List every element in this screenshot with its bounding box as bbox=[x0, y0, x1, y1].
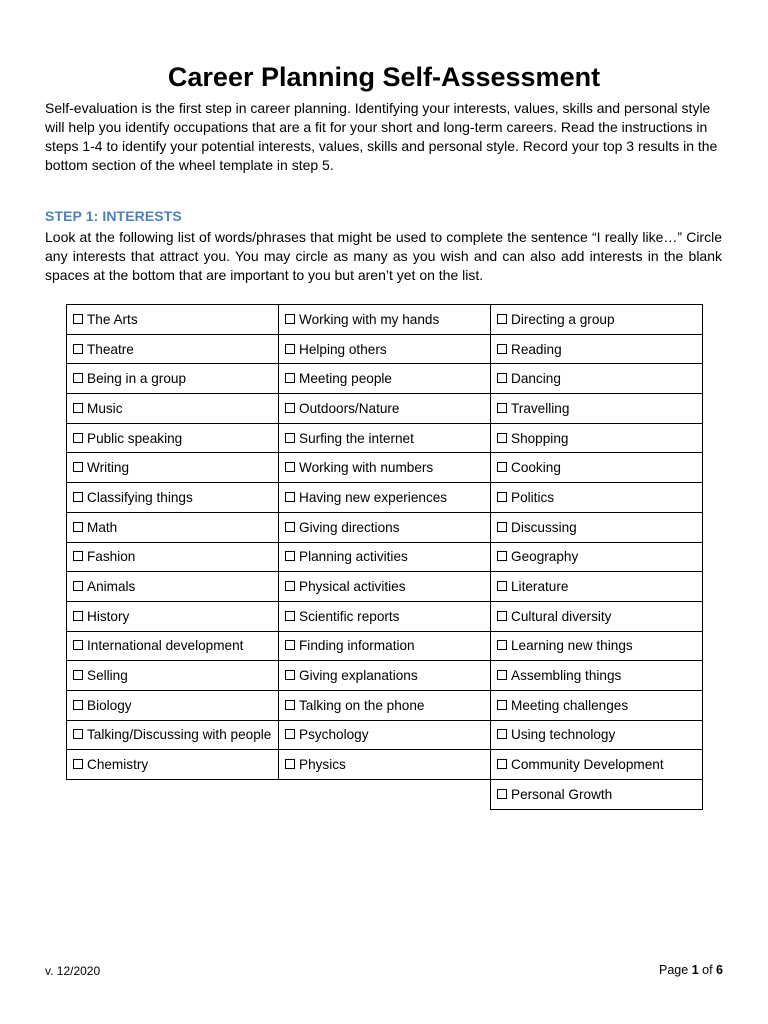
interest-label: Public speaking bbox=[87, 430, 183, 446]
interest-item[interactable] bbox=[491, 394, 703, 424]
interest-label: Dancing bbox=[511, 371, 561, 387]
checkbox-icon[interactable] bbox=[285, 314, 295, 324]
page-label: Page bbox=[659, 963, 689, 977]
interest-item[interactable] bbox=[67, 483, 279, 513]
interest-label: Cultural diversity bbox=[511, 608, 612, 624]
interests-table bbox=[66, 304, 703, 810]
interest-label: International development bbox=[87, 638, 244, 654]
interest-item[interactable] bbox=[67, 542, 279, 572]
interest-label: Talking/Discussing with people bbox=[87, 727, 272, 743]
interest-item[interactable] bbox=[279, 661, 491, 691]
checkbox-icon[interactable] bbox=[285, 492, 295, 502]
interest-label: Directing a group bbox=[511, 311, 615, 327]
interest-label: Meeting people bbox=[299, 371, 392, 387]
checkbox-icon[interactable] bbox=[497, 700, 507, 710]
step-1-heading: STEP 1: INTERESTS bbox=[45, 208, 182, 224]
checkbox-icon[interactable] bbox=[73, 344, 83, 354]
checkbox-icon[interactable] bbox=[285, 551, 295, 561]
interest-item[interactable] bbox=[67, 423, 279, 453]
interest-label: Having new experiences bbox=[299, 489, 448, 505]
interest-label: Selling bbox=[87, 668, 128, 684]
interest-item[interactable] bbox=[491, 512, 703, 542]
interest-item[interactable] bbox=[491, 661, 703, 691]
interest-item[interactable] bbox=[491, 572, 703, 602]
interest-label: Physical activities bbox=[299, 579, 406, 595]
checkbox-icon[interactable] bbox=[73, 373, 83, 383]
interest-item[interactable] bbox=[67, 631, 279, 661]
checkbox-icon[interactable] bbox=[497, 344, 507, 354]
table-row bbox=[67, 334, 703, 364]
table-row bbox=[67, 364, 703, 394]
interest-item[interactable] bbox=[491, 601, 703, 631]
interest-label: Scientific reports bbox=[299, 608, 400, 624]
interest-item[interactable] bbox=[279, 423, 491, 453]
checkbox-icon[interactable] bbox=[73, 670, 83, 680]
interest-label: Physics bbox=[299, 757, 346, 773]
interest-item[interactable] bbox=[279, 512, 491, 542]
table-row bbox=[67, 572, 703, 602]
interest-item[interactable] bbox=[279, 750, 491, 780]
page-total: 6 bbox=[716, 963, 723, 977]
checkbox-icon[interactable] bbox=[285, 670, 295, 680]
interest-item[interactable] bbox=[67, 750, 279, 780]
empty-cell bbox=[279, 780, 491, 810]
step-1-instructions: Look at the following list of words/phrases that might be used to complete the sentence “I really like…” Circle any interests that attract you. You may circle as many as you wish and can also add interests in the blank spaces at the bottom that are important to you but aren’t yet on the list. bbox=[45, 229, 722, 283]
interest-item[interactable] bbox=[67, 601, 279, 631]
intro-paragraph: Self-evaluation is the first step in career planning. Identifying your interests, values, skills and personal style will help you identify occupations that are a fit for your short and long-term careers. Read the instructions in steps 1-4 to identify your potential interests, values, skills and personal style. Record your top 3 results in the bottom section of the wheel template in step 5. bbox=[45, 100, 718, 173]
interest-label: Biology bbox=[87, 697, 132, 713]
checkbox-icon[interactable] bbox=[73, 759, 83, 769]
interest-item[interactable] bbox=[67, 334, 279, 364]
interest-item[interactable] bbox=[67, 305, 279, 335]
table-row bbox=[67, 453, 703, 483]
interest-item[interactable] bbox=[491, 690, 703, 720]
interest-label: Classifying things bbox=[87, 489, 193, 505]
page-title: Career Planning Self-Assessment bbox=[167, 62, 601, 92]
interest-item[interactable] bbox=[491, 423, 703, 453]
checkbox-icon[interactable] bbox=[73, 433, 83, 443]
interest-item[interactable] bbox=[491, 750, 703, 780]
checkbox-icon[interactable] bbox=[73, 492, 83, 502]
interest-label: Using technology bbox=[511, 727, 616, 743]
interest-label: Music bbox=[87, 400, 123, 416]
page-of: of bbox=[702, 963, 713, 977]
checkbox-icon[interactable] bbox=[73, 611, 83, 621]
checkbox-icon[interactable] bbox=[497, 759, 507, 769]
checkbox-icon[interactable] bbox=[73, 522, 83, 532]
checkbox-icon[interactable] bbox=[497, 551, 507, 561]
interest-item[interactable] bbox=[279, 334, 491, 364]
checkbox-icon[interactable] bbox=[285, 522, 295, 532]
interest-label: Outdoors/Nature bbox=[299, 400, 400, 416]
table-row bbox=[67, 690, 703, 720]
interest-label: Planning activities bbox=[299, 549, 408, 565]
interest-item[interactable] bbox=[491, 542, 703, 572]
checkbox-icon[interactable] bbox=[73, 551, 83, 561]
interest-item[interactable] bbox=[67, 572, 279, 602]
checkbox-icon[interactable] bbox=[285, 373, 295, 383]
interest-item[interactable] bbox=[67, 364, 279, 394]
interest-item[interactable] bbox=[67, 661, 279, 691]
checkbox-icon[interactable] bbox=[73, 462, 83, 472]
table-row bbox=[67, 423, 703, 453]
interest-label: Discussing bbox=[511, 519, 577, 535]
interest-item[interactable] bbox=[67, 512, 279, 542]
interest-item[interactable] bbox=[491, 720, 703, 750]
checkbox-icon[interactable] bbox=[285, 759, 295, 769]
interest-item[interactable] bbox=[279, 483, 491, 513]
interest-label: Community Development bbox=[511, 757, 664, 773]
checkbox-icon[interactable] bbox=[73, 314, 83, 324]
checkbox-icon[interactable] bbox=[497, 670, 507, 680]
interest-item[interactable] bbox=[491, 305, 703, 335]
checkbox-icon[interactable] bbox=[285, 344, 295, 354]
interest-label: Psychology bbox=[299, 727, 369, 743]
interest-label: Geography bbox=[511, 549, 579, 565]
checkbox-icon[interactable] bbox=[497, 729, 507, 739]
interest-label: Finding information bbox=[299, 638, 415, 654]
interest-item[interactable] bbox=[67, 453, 279, 483]
interest-item[interactable] bbox=[279, 542, 491, 572]
checkbox-icon[interactable] bbox=[285, 611, 295, 621]
checkbox-icon[interactable] bbox=[73, 700, 83, 710]
table-row bbox=[67, 305, 703, 335]
table-row bbox=[67, 394, 703, 424]
checkbox-icon[interactable] bbox=[497, 373, 507, 383]
table-row bbox=[67, 512, 703, 542]
interest-item[interactable] bbox=[279, 631, 491, 661]
table-row bbox=[67, 542, 703, 572]
interest-label: The Arts bbox=[87, 311, 138, 327]
interest-item[interactable] bbox=[279, 305, 491, 335]
checkbox-icon[interactable] bbox=[285, 433, 295, 443]
interest-label: Assembling things bbox=[511, 668, 622, 684]
checkbox-icon[interactable] bbox=[73, 403, 83, 413]
checkbox-icon[interactable] bbox=[73, 729, 83, 739]
interest-item[interactable] bbox=[279, 364, 491, 394]
interest-item[interactable] bbox=[67, 394, 279, 424]
checkbox-icon[interactable] bbox=[497, 462, 507, 472]
checkbox-icon[interactable] bbox=[497, 522, 507, 532]
table-row bbox=[67, 720, 703, 750]
checkbox-icon[interactable] bbox=[497, 314, 507, 324]
table-row bbox=[67, 601, 703, 631]
checkbox-icon[interactable] bbox=[73, 640, 83, 650]
interest-label: Meeting challenges bbox=[511, 697, 629, 713]
interest-label: Learning new things bbox=[511, 638, 633, 654]
interest-item[interactable] bbox=[491, 483, 703, 513]
interest-item[interactable] bbox=[279, 453, 491, 483]
checkbox-icon[interactable] bbox=[497, 403, 507, 413]
checkbox-icon[interactable] bbox=[285, 640, 295, 650]
interest-item[interactable] bbox=[67, 720, 279, 750]
interest-item[interactable] bbox=[67, 690, 279, 720]
interest-label: Helping others bbox=[299, 341, 387, 357]
version-label: v. 12/2020 bbox=[45, 964, 101, 978]
table-row bbox=[67, 780, 703, 810]
interest-label: Cooking bbox=[511, 460, 561, 476]
interest-item[interactable] bbox=[491, 631, 703, 661]
interest-label: Talking on the phone bbox=[299, 697, 425, 713]
interest-item[interactable] bbox=[279, 572, 491, 602]
interest-label: Writing bbox=[87, 460, 130, 476]
interest-label: Shopping bbox=[511, 430, 569, 446]
table-row bbox=[67, 750, 703, 780]
table-row bbox=[67, 483, 703, 513]
interest-item[interactable] bbox=[279, 601, 491, 631]
interest-item[interactable] bbox=[491, 334, 703, 364]
checkbox-icon[interactable] bbox=[285, 729, 295, 739]
checkbox-icon[interactable] bbox=[497, 492, 507, 502]
interest-item[interactable] bbox=[491, 453, 703, 483]
interest-label: Working with numbers bbox=[299, 460, 434, 476]
empty-cell bbox=[67, 780, 279, 810]
interest-label: Literature bbox=[511, 579, 569, 595]
checkbox-icon[interactable] bbox=[497, 581, 507, 591]
checkbox-icon[interactable] bbox=[285, 581, 295, 591]
interest-item[interactable] bbox=[279, 690, 491, 720]
interest-label: Reading bbox=[511, 341, 562, 357]
page-number bbox=[659, 963, 723, 977]
interest-label: Giving explanations bbox=[299, 668, 418, 684]
checkbox-icon[interactable] bbox=[497, 640, 507, 650]
interest-label: Giving directions bbox=[299, 519, 400, 535]
checkbox-icon[interactable] bbox=[73, 581, 83, 591]
interest-item[interactable] bbox=[491, 364, 703, 394]
interest-label: Personal Growth bbox=[511, 786, 613, 802]
interest-label: Theatre bbox=[87, 341, 134, 357]
interest-label: Fashion bbox=[87, 549, 136, 565]
interest-label: Working with my hands bbox=[299, 311, 440, 327]
interest-item[interactable] bbox=[279, 394, 491, 424]
interest-label: Politics bbox=[511, 489, 555, 505]
interest-label: Surfing the internet bbox=[299, 430, 414, 446]
table-row bbox=[67, 661, 703, 691]
checkbox-icon[interactable] bbox=[285, 403, 295, 413]
interest-label: Being in a group bbox=[87, 371, 187, 387]
interest-label: Travelling bbox=[511, 400, 570, 416]
checkbox-icon[interactable] bbox=[497, 789, 507, 799]
interest-label: Animals bbox=[87, 579, 136, 595]
interest-item[interactable] bbox=[491, 780, 703, 810]
interest-label: History bbox=[87, 608, 130, 624]
checkbox-icon[interactable] bbox=[285, 462, 295, 472]
checkbox-icon[interactable] bbox=[497, 611, 507, 621]
checkbox-icon[interactable] bbox=[285, 700, 295, 710]
interest-label: Math bbox=[87, 519, 118, 535]
checkbox-icon[interactable] bbox=[497, 433, 507, 443]
interest-item[interactable] bbox=[279, 720, 491, 750]
page-current: 1 bbox=[691, 963, 699, 977]
table-row bbox=[67, 631, 703, 661]
interest-label: Chemistry bbox=[87, 757, 149, 773]
